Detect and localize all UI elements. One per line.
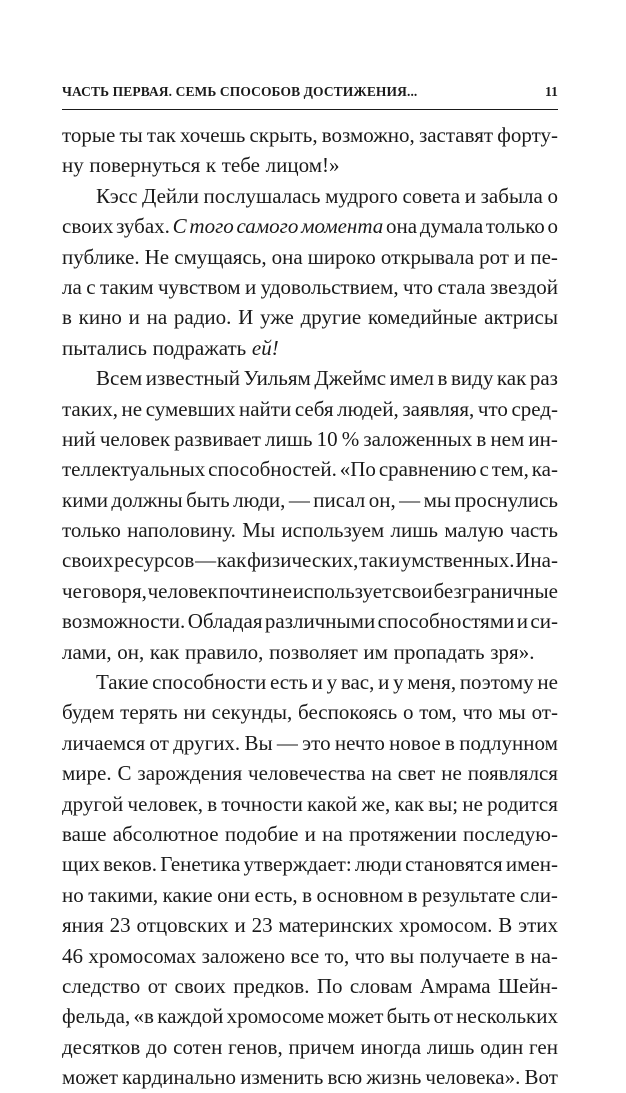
text-line: в кино и на радио. И уже другие комедийные актрисы	[62, 305, 558, 330]
text-line: своих ресурсов — как физических, так и умственных. Ина-	[62, 548, 558, 573]
text-line: Такие способности есть и у вас, и у меня, поэтому не	[96, 670, 558, 695]
text-line: че говоря, человек почти не использует свои безграничные	[62, 578, 558, 603]
text-line: торые ты так хочешь скрыть, возможно, заставят форту-	[62, 123, 558, 147]
text-line: кими должны быть люди, — писал он, — мы проснулись	[62, 487, 558, 512]
running-title: ЧАСТЬ ПЕРВАЯ. СЕМЬ СПОСОБОВ ДОСТИЖЕНИЯ...	[62, 84, 418, 99]
text-line: лами, он, как правило, позволяет им пропадать зря».	[62, 639, 535, 664]
text-line: 46 хромосомах заложено все то, что вы получаете в на-	[62, 943, 558, 968]
text-line: своих зубах. С того самого момента она думала только о	[62, 214, 558, 239]
page-number: 11	[545, 84, 558, 99]
text-line: будем терять ни секунды, беспокоясь о том, что мы от-	[62, 700, 558, 725]
text-line: яния 23 отцовских и 23 материнских хромосом. В этих	[62, 913, 558, 938]
running-header	[62, 84, 558, 100]
text-line: щих веков. Генетика утверждает: люди становятся имен-	[62, 852, 558, 877]
text-line: Кэсс Дейли послушалась мудрого совета и забыла о	[96, 183, 558, 208]
text-line: следство от своих предков. По словам Амрама Шейн-	[62, 973, 558, 998]
text-line: пытались подражать ей!	[62, 335, 279, 360]
text-line: ну повернуться к тебе лицом!»	[62, 153, 340, 178]
text-line: ваше абсолютное подобие и на протяжении последую-	[62, 821, 558, 846]
text-line: ний человек развивает лишь 10 % заложенных в нем ин-	[62, 426, 558, 451]
text-line: личаемся от других. Вы — это нечто новое в подлунном	[62, 730, 558, 755]
text-line: мире. С зарождения человечества на свет не появлялся	[62, 761, 558, 786]
body-text	[62, 120, 558, 1093]
text-line: но такими, какие они есть, в основном в результате сли-	[62, 882, 558, 907]
text-line: таких, не сумевших найти себя людей, заявляя, что сред-	[62, 396, 558, 421]
text-line: может кардинально изменить всю жизнь человека». Вот	[62, 1065, 558, 1090]
text-line: фельда, «в каждой хромосоме может быть от нескольких	[62, 1004, 558, 1029]
text-line: публике. Не смущаясь, она широко открывала рот и пе-	[62, 244, 558, 269]
text-line: ла с таким чувством и удовольствием, что стала звездой	[62, 274, 558, 299]
text-line: только наполовину. Мы используем лишь малую часть	[62, 518, 558, 543]
text-line: десятков до сотен генов, причем иногда лишь один ген	[62, 1034, 558, 1059]
text-line: возможности. Обладая различными способностями и си-	[62, 609, 558, 634]
text-line: Всем известный Уильям Джеймс имел в виду как раз	[96, 366, 558, 391]
text-line: теллектуальных способностей. «По сравнению с тем, ка-	[62, 457, 558, 482]
header-rule	[62, 109, 558, 110]
text-line: другой человек, в точности какой же, как вы; не родится	[62, 791, 558, 816]
